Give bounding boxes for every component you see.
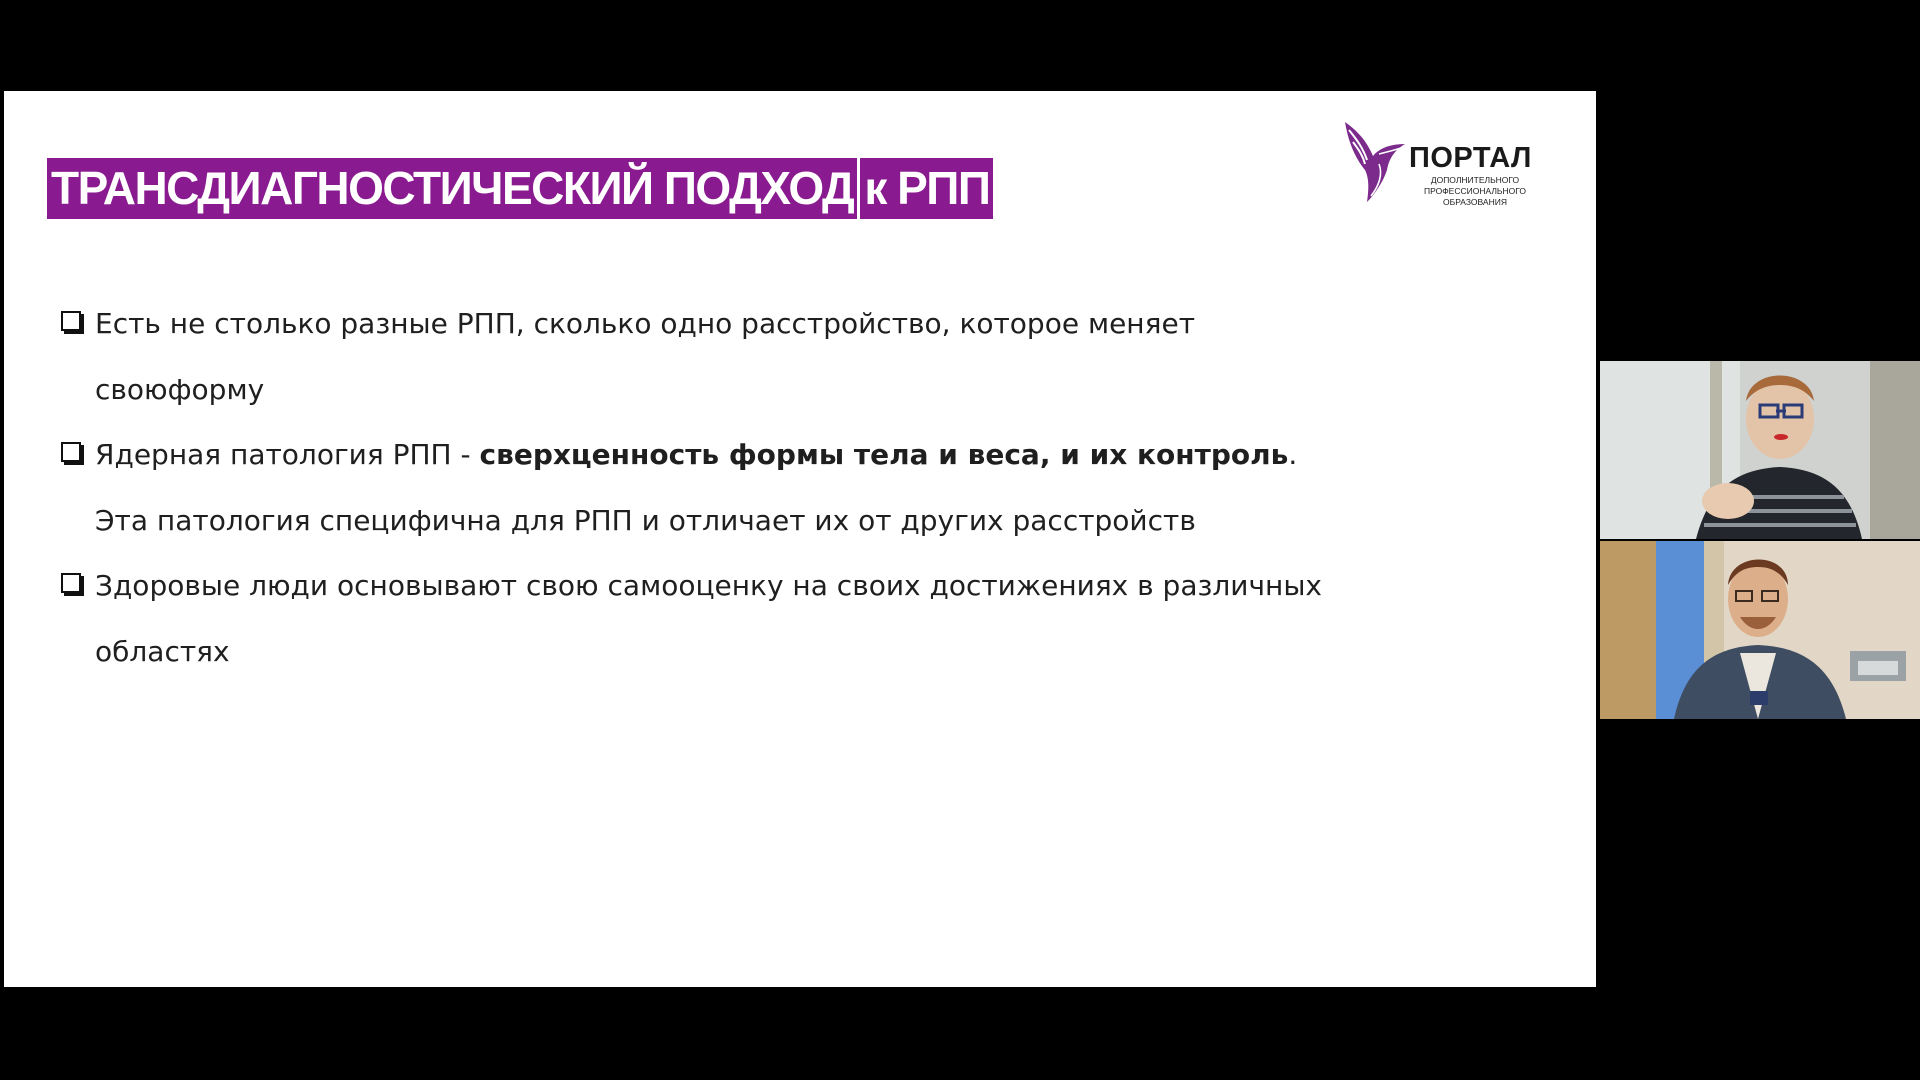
bullet-text-plain: . Эта патология специфична для РПП и отличает их от других расстройств [95, 438, 1298, 537]
presentation-slide [4, 91, 1596, 987]
bullet-item [59, 553, 1399, 684]
participant-video-2[interactable] [1600, 541, 1920, 719]
logo-subtitle [1415, 175, 1535, 208]
bullet-text [95, 422, 1335, 553]
bullet-text-plain: Ядерная патология РПП - [95, 438, 480, 471]
bullet-item [59, 291, 1399, 422]
logo-title: ПОРТАЛ [1409, 142, 1532, 174]
bullet-text-bold: сверхценность формы тела и веса, и их контроль [479, 438, 1289, 471]
bullet-list [59, 291, 1399, 684]
checkbox-bullet-icon [61, 573, 81, 593]
bullet-text: Здоровые люди основывают свою самооценку на своих достижениях в различных областях [95, 569, 1322, 668]
participant-video-1[interactable] [1600, 361, 1920, 539]
bullet-item [59, 422, 1399, 553]
participant-video-image [1600, 541, 1920, 719]
slide-title-part1: ТРАНСДИАГНОСТИЧЕСКИЙ ПОДХОД [47, 158, 857, 219]
participant-video-image [1600, 361, 1920, 539]
slide-title-part2: к РПП [860, 158, 993, 219]
checkbox-bullet-icon [61, 442, 81, 462]
logo-sub-line: ОБРАЗОВАНИЯ [1443, 197, 1507, 207]
slide-title [47, 158, 993, 219]
bullet-text: Есть не столько разные РПП, сколько одно расстройство, которое меняет своюформу [95, 307, 1195, 406]
logo-sub-line: ПРОФЕССИОНАЛЬНОГО [1424, 186, 1526, 196]
eagle-wing-icon [1339, 118, 1411, 204]
checkbox-bullet-icon [61, 311, 81, 331]
portal-logo [1339, 118, 1539, 210]
logo-sub-line: ДОПОЛНИТЕЛЬНОГО [1430, 175, 1520, 185]
